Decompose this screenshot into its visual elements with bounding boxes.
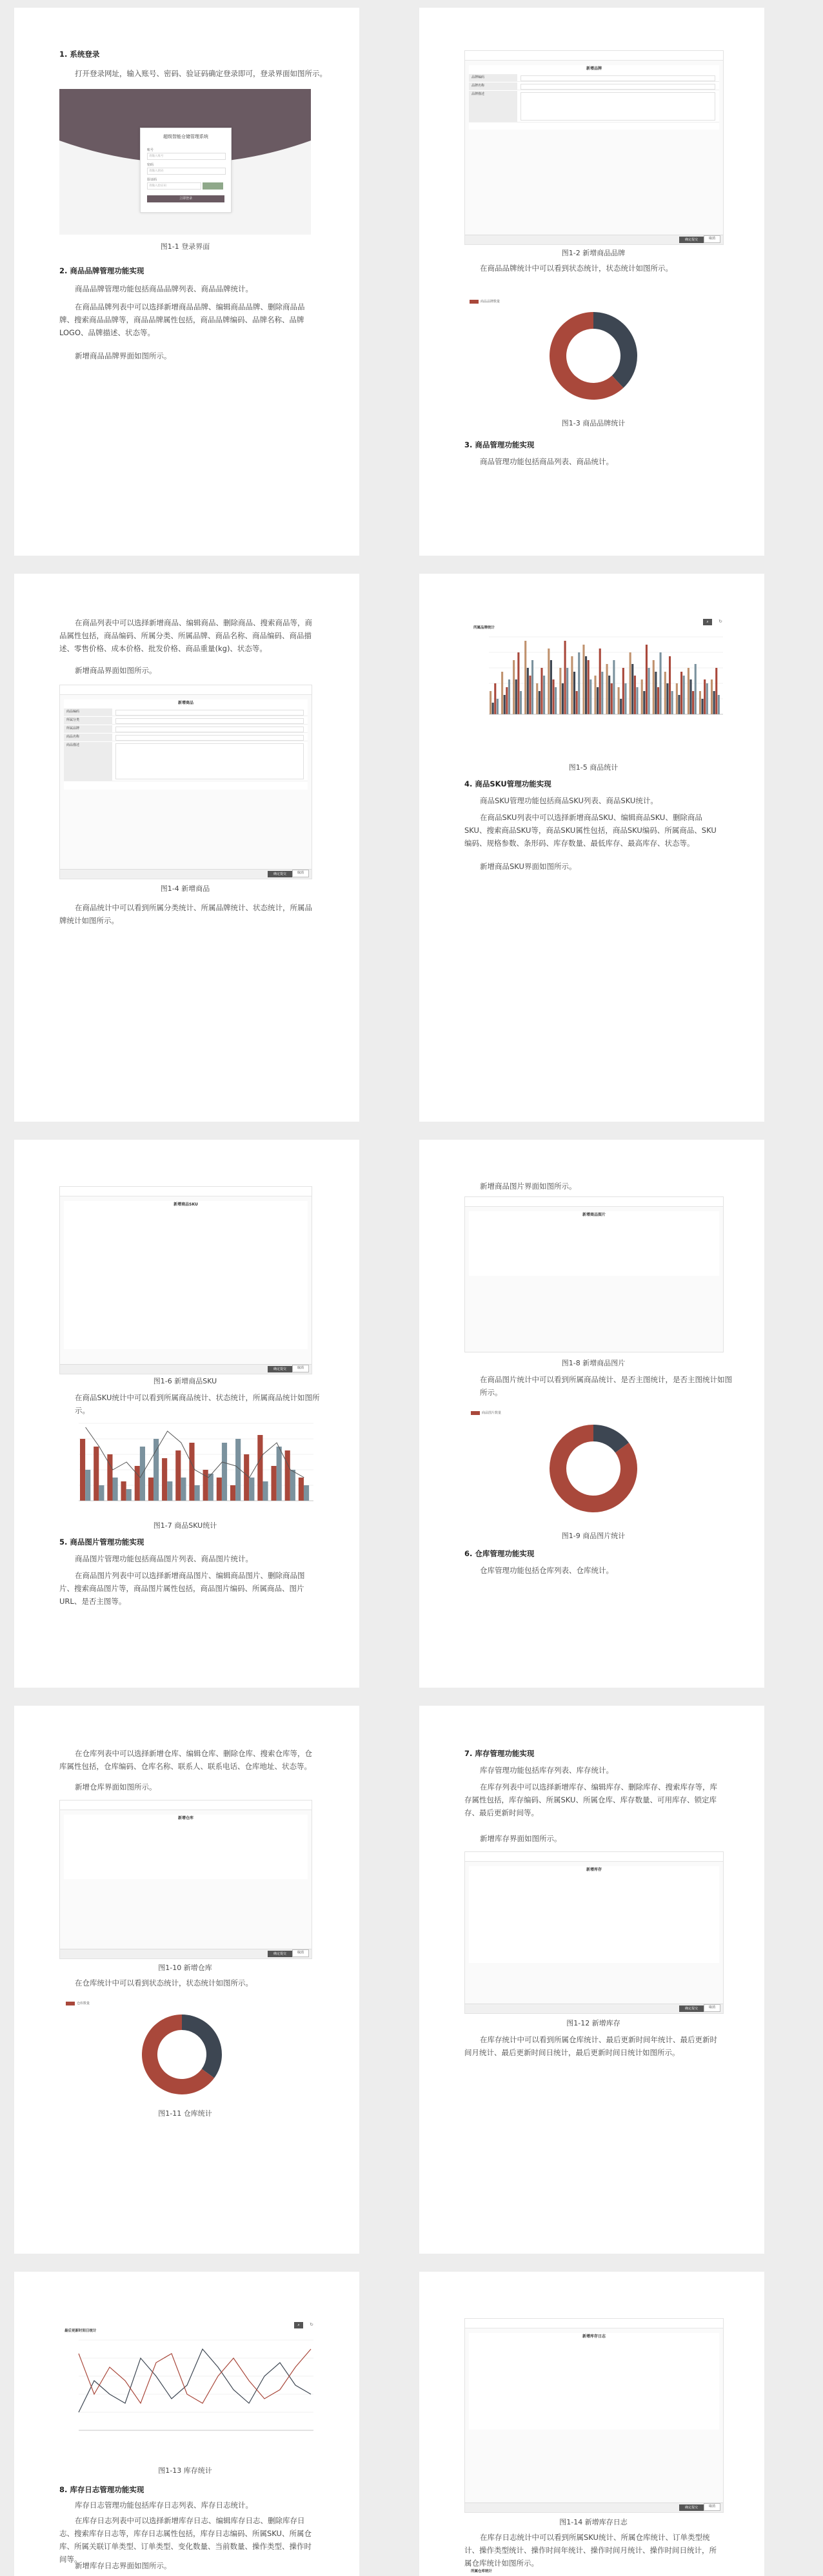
image-donut-chart — [529, 1417, 658, 1520]
figure-caption: 图1-11 仓库统计 — [158, 2109, 212, 2118]
product-bar-chart — [471, 632, 726, 728]
warehouse-donut-chart — [117, 2006, 246, 2103]
bar — [135, 1466, 140, 1501]
donut-slice — [593, 312, 637, 388]
bar — [515, 679, 517, 714]
paragraph: 在商品品牌列表中可以选择新增商品品牌、编辑商品品牌、删除商品品牌、搜索商品品牌等，商品品牌属性包括，商品品牌编码、品牌名称、品牌LOGO、品牌描述、状态等。 — [59, 302, 305, 337]
form-label: 商品编码 — [64, 708, 112, 716]
bar — [85, 1470, 90, 1501]
bar — [676, 683, 678, 714]
form-title: 新增商品 — [177, 701, 193, 705]
chart-legend — [470, 299, 500, 304]
section-heading: 1. 系统登录 — [59, 50, 100, 59]
search-button[interactable]: ⌕ — [703, 619, 712, 625]
bar — [540, 668, 542, 714]
cancel-button[interactable]: 取消 — [292, 870, 309, 877]
paragraph: 在商品列表中可以选择新增商品、编辑商品、删除商品、搜索商品等，商品属性包括，商品编码、所属分类、所属品牌、商品名称、商品编码、商品描述、零售价格、成本价格、批发价格、商品重量(kg)、状态等。 — [59, 618, 312, 653]
bar — [539, 691, 540, 714]
screenshot-footer — [60, 1949, 312, 1958]
add-product-screenshot — [59, 685, 312, 879]
form-label: 品牌名称 — [469, 83, 517, 90]
figure-caption: 图1-3 商品品牌统计 — [561, 419, 626, 427]
product-form — [64, 699, 308, 790]
stock-form — [469, 1866, 719, 1963]
add-stock-log-screenshot — [464, 2318, 724, 2513]
bar — [713, 691, 715, 714]
bar — [181, 1478, 186, 1501]
screenshot-footer — [465, 2503, 723, 2512]
bar — [203, 1470, 208, 1501]
document-page-6 — [419, 1140, 764, 1688]
login-screenshot — [59, 89, 311, 235]
document-page-1 — [14, 8, 359, 556]
bar — [527, 668, 529, 714]
refresh-icon[interactable]: ↻ — [719, 619, 722, 624]
paragraph: 库存日志管理功能包括库存日志列表、库存日志统计。 — [75, 2501, 253, 2510]
username-label: 账号 — [147, 148, 154, 152]
bar — [506, 687, 508, 714]
form-label: 所属品牌 — [64, 725, 112, 732]
figure-caption: 图1-2 新增商品品牌 — [561, 249, 626, 257]
bar — [608, 676, 610, 714]
bar — [715, 668, 717, 714]
bar — [244, 1454, 249, 1501]
section-heading: 4. 商品SKU管理功能实现 — [464, 779, 551, 788]
legend-swatch — [471, 1411, 480, 1415]
paragraph: 新增库存日志界面如图所示。 — [75, 2561, 172, 2570]
bar — [695, 664, 697, 714]
section-heading: 7. 库存管理功能实现 — [464, 1749, 535, 1758]
bar — [578, 652, 580, 714]
bar — [611, 683, 613, 714]
form-row — [64, 717, 308, 725]
bar — [494, 683, 496, 714]
document-page-8 — [419, 1706, 764, 2254]
form-row — [469, 91, 719, 122]
bar — [689, 679, 691, 714]
bar — [508, 679, 510, 714]
bar — [555, 687, 557, 714]
sku-form — [64, 1201, 308, 1349]
form-row — [64, 742, 308, 781]
brand-code-input[interactable] — [521, 75, 715, 81]
bar — [299, 1478, 304, 1501]
bar — [277, 1447, 282, 1501]
bar — [497, 699, 499, 714]
screenshot-topbar — [60, 1800, 312, 1810]
paragraph: 在商品统计中可以看到所属分类统计、所属品牌统计、状态统计，所属品牌统计如图所示。 — [59, 903, 312, 925]
refresh-icon[interactable]: ↻ — [310, 2322, 313, 2327]
submit-button[interactable]: 确定提交 — [268, 871, 292, 877]
cancel-button[interactable]: 取消 — [704, 235, 720, 243]
bar — [263, 1481, 268, 1501]
bar — [548, 649, 550, 714]
bar — [666, 683, 668, 714]
chart-legend — [66, 2001, 90, 2005]
form-row — [469, 83, 719, 90]
section-heading: 8. 库存日志管理功能实现 — [59, 2485, 144, 2494]
bar — [230, 1485, 235, 1501]
form-title: 新增商品SKU — [174, 1202, 198, 1207]
paragraph: 在库存统计中可以看到所属仓库统计、最后更新时间年统计、最后更新时间月统计、最后更新时间日统计，最后更新时间日统计如图所示。 — [464, 2035, 717, 2057]
paragraph: 在商品SKU统计中可以看到所属商品统计、状态统计，所属商品统计如图所示。 — [75, 1393, 320, 1415]
bar — [669, 656, 671, 714]
bar — [711, 679, 713, 714]
submit-button[interactable]: 确定提交 — [679, 2504, 704, 2511]
product-code-input[interactable] — [115, 710, 304, 716]
form-label: 商品描述 — [64, 742, 112, 781]
login-title: 超级智能仓储管理系统 — [163, 134, 208, 139]
form-title: 新增商品图片 — [582, 1213, 606, 1217]
legend-label: 商品品牌数量 — [481, 300, 501, 304]
paragraph: 在库存列表中可以选择新增库存、编辑库存、删除库存、搜索库存等，库存属性包括，库存编码、所属SKU、所属仓库、库存数量、可用库存、锁定库存、最后更新时间等。 — [464, 1782, 717, 1817]
figure-caption: 图1-7 商品SKU统计 — [153, 1521, 217, 1530]
cancel-button[interactable]: 取消 — [704, 2503, 720, 2511]
paragraph: 在商品SKU列表中可以选择新增商品SKU、编辑商品SKU、删除商品SKU、搜索商品SKU等，商品SKU属性包括，商品SKU编码、所属商品、SKU编码、规格参数、条形码、库存数量、最低库存、最高库存、状态等。 — [464, 813, 717, 848]
bar — [304, 1485, 309, 1501]
bar — [564, 641, 566, 714]
bar — [154, 1439, 159, 1501]
bar — [657, 687, 659, 714]
paragraph: 新增商品SKU界面如图所示。 — [480, 862, 577, 871]
bar — [660, 652, 662, 714]
bar — [566, 668, 568, 714]
form-label: 品牌描述 — [469, 91, 517, 122]
screenshot-footer — [465, 2004, 723, 2013]
bar — [126, 1489, 132, 1501]
image-form — [469, 1211, 719, 1276]
bar — [531, 660, 533, 714]
paragraph: 在商品品牌统计中可以看到状态统计，状态统计如图所示。 — [480, 264, 673, 273]
bar — [520, 691, 522, 714]
figure-caption: 图1-14 新增库存日志 — [559, 2518, 628, 2526]
bar — [613, 660, 615, 714]
form-row — [64, 708, 308, 716]
form-title: 新增库存日志 — [582, 2334, 606, 2339]
bar — [620, 699, 622, 714]
bar — [189, 1443, 194, 1501]
screenshot-topbar — [465, 2319, 723, 2328]
screenshot-topbar — [60, 1187, 312, 1196]
brand-name-input[interactable] — [521, 84, 715, 90]
bar — [112, 1478, 117, 1501]
bar — [680, 672, 682, 714]
section-heading: 5. 商品图片管理功能实现 — [59, 1537, 144, 1547]
paragraph: 在库存日志统计中可以看到所属SKU统计、所属仓库统计、订单类型统计、操作类型统计、操作时间年统计、操作时间月统计、操作时间日统计，所属仓库统计如图所示。 — [464, 2533, 717, 2568]
paragraph: 商品管理功能包括商品列表、商品统计。 — [480, 457, 613, 466]
figure-caption: 图1-10 新增仓库 — [158, 1964, 212, 1972]
paragraph: 打开登录网址，输入账号、密码、验证码确定登录即可，登录界面如图所示。 — [75, 69, 327, 78]
chart-filter-bar — [473, 619, 725, 630]
product-desc-editor[interactable] — [115, 743, 304, 779]
document-page-4 — [419, 574, 764, 1122]
form-row — [469, 74, 719, 82]
section-heading: 3. 商品管理功能实现 — [464, 440, 535, 449]
product-name-input[interactable] — [115, 735, 304, 741]
bar — [618, 687, 620, 714]
bar — [585, 656, 587, 714]
bar — [641, 679, 643, 714]
cancel-button[interactable]: 取消 — [292, 1365, 309, 1372]
paragraph: 在仓库列表中可以选择新增仓库、编辑仓库、删除仓库、搜索仓库等，仓库属性包括，仓库编码、仓库名称、联系人、联系电话、仓库地址、状态等。 — [59, 1749, 312, 1771]
bar — [718, 695, 720, 714]
figure-caption: 图1-9 商品图片统计 — [561, 1532, 626, 1540]
captcha-image[interactable] — [203, 182, 223, 190]
bar — [643, 691, 645, 714]
legend-label: 仓库数量 — [77, 2002, 90, 2005]
login-button[interactable]: 立即登录 — [147, 195, 224, 202]
bar — [622, 668, 624, 714]
stock-line-chart — [59, 2334, 317, 2437]
bar — [601, 672, 603, 714]
document-page-3 — [14, 574, 359, 1122]
captcha-input[interactable]: 请输入验证码 — [147, 182, 201, 190]
bar — [636, 687, 638, 714]
paragraph: 新增商品界面如图所示。 — [75, 666, 157, 675]
screenshot-topbar — [465, 51, 723, 61]
add-warehouse-screenshot — [59, 1800, 312, 1959]
form-label: 商品名称 — [64, 734, 112, 741]
legend-label: 商品图片数量 — [482, 1411, 502, 1415]
bar — [702, 699, 704, 714]
bar — [582, 645, 584, 714]
document-page-9 — [14, 2272, 359, 2576]
screenshot-topbar — [465, 1197, 723, 1207]
bar — [683, 676, 685, 714]
bar — [94, 1447, 99, 1501]
password-input[interactable]: 请输入密码 — [147, 168, 226, 175]
paragraph: 商品品牌管理功能包括商品品牌列表、商品品牌统计。 — [75, 284, 253, 293]
bar — [559, 668, 561, 714]
bar — [175, 1450, 181, 1501]
bar — [590, 679, 591, 714]
screenshot-footer — [60, 869, 312, 879]
password-label: 密码 — [147, 163, 154, 167]
form-label: 所属分类 — [64, 717, 112, 724]
login-box — [140, 128, 232, 213]
filter-label: 所属品牌统计 — [473, 626, 495, 630]
bar — [552, 679, 554, 714]
screenshot-topbar — [465, 1852, 723, 1862]
bar — [671, 691, 673, 714]
bar — [285, 1450, 290, 1501]
form-title: 新增仓库 — [177, 1816, 193, 1820]
bar — [597, 687, 599, 714]
figure-caption: 图1-1 登录界面 — [160, 242, 210, 251]
cancel-button[interactable]: 取消 — [292, 1949, 309, 1957]
search-button[interactable]: ⌕ — [294, 2322, 303, 2328]
bar — [655, 672, 657, 714]
document-page-2 — [419, 8, 764, 556]
paragraph: 在商品图片统计中可以看到所属商品统计、是否主图统计，是否主图统计如图所示。 — [480, 1375, 732, 1397]
bar — [217, 1478, 222, 1501]
brand-select[interactable] — [115, 727, 304, 732]
bar — [704, 679, 706, 714]
paragraph: 在商品图片列表中可以选择新增商品图片、编辑商品图片、删除商品图片、搜索商品图片等，商品图片属性包括，商品图片编码、所属商品、图片URL、是否主图等。 — [59, 1571, 305, 1606]
bar — [222, 1443, 227, 1501]
bar — [648, 668, 649, 714]
paragraph: 商品SKU管理功能包括商品SKU列表、商品SKU统计。 — [480, 796, 658, 805]
bar — [688, 668, 689, 714]
submit-button[interactable]: 确定提交 — [268, 1366, 292, 1372]
bar — [646, 645, 648, 714]
paragraph: 在库存日志列表中可以选择新增库存日志、编辑库存日志、删除库存日志、搜索库存日志等，库存日志属性包括，库存日志编码、所属SKU、所属仓库、所属关联订单类型、订单类型、变化数量、当前数量、操作类型、操作时间等。 — [59, 2516, 312, 2564]
paragraph: 新增商品图片界面如图所示。 — [480, 1182, 577, 1191]
bar — [513, 660, 515, 714]
chart-filter-bar — [64, 2322, 316, 2333]
paragraph: 在仓库统计中可以看到状态统计，状态统计如图所示。 — [75, 1978, 253, 1987]
screenshot-topbar — [60, 685, 312, 695]
bar — [271, 1466, 276, 1501]
form-label: 品牌编码 — [469, 74, 517, 81]
bar — [706, 683, 708, 714]
bar — [536, 683, 538, 714]
bar — [504, 695, 506, 714]
filter-label: 最后更新时间日统计 — [64, 2329, 97, 2333]
bar — [550, 660, 552, 714]
sku-combo-chart — [59, 1410, 317, 1517]
donut-slice — [182, 2015, 222, 2078]
category-select[interactable] — [115, 718, 304, 724]
bar — [529, 676, 531, 714]
brand-desc-editor[interactable] — [521, 92, 715, 121]
bar — [588, 660, 590, 714]
bar — [630, 652, 631, 714]
bar — [99, 1485, 104, 1501]
paragraph: 新增商品品牌界面如图所示。 — [75, 351, 172, 360]
chart-legend — [471, 1410, 501, 1415]
bar — [524, 641, 526, 714]
bar — [599, 649, 601, 714]
bar — [678, 695, 680, 714]
paragraph: 仓库管理功能包括仓库列表、仓库统计。 — [480, 1566, 613, 1575]
bar — [490, 691, 491, 714]
series-line — [79, 2349, 311, 2412]
legend-swatch — [470, 300, 479, 304]
filter-label: 所属仓库统计 — [471, 2570, 493, 2573]
form-row — [64, 725, 308, 733]
bar — [501, 672, 503, 714]
add-image-screenshot — [464, 1196, 724, 1352]
paragraph: 库存管理功能包括库存列表、库存统计。 — [480, 1766, 613, 1775]
section-heading: 6. 仓库管理功能实现 — [464, 1549, 535, 1558]
form-title: 新增品牌 — [586, 66, 602, 71]
add-stock-screenshot — [464, 1851, 724, 2014]
bar — [492, 703, 494, 714]
paragraph: 新增库存界面如图所示。 — [480, 1834, 562, 1843]
screenshot-footer — [465, 235, 723, 244]
bar — [167, 1481, 172, 1501]
add-brand-screenshot — [464, 50, 724, 245]
figure-caption: 图1-12 新增库存 — [566, 2019, 620, 2027]
captcha-label: 验证码 — [147, 178, 157, 182]
bar — [624, 683, 626, 714]
brand-form — [469, 65, 719, 130]
submit-button[interactable]: 确定提交 — [679, 237, 704, 243]
paragraph: 新增仓库界面如图所示。 — [75, 1782, 157, 1791]
bar — [594, 676, 596, 714]
bar — [162, 1458, 167, 1501]
form-row — [64, 734, 308, 741]
figure-caption: 图1-5 商品统计 — [568, 763, 619, 772]
figure-caption: 图1-13 库存统计 — [158, 2466, 212, 2475]
bar — [571, 656, 573, 714]
warehouse-form — [64, 1815, 308, 1879]
stock-log-form — [469, 2333, 719, 2430]
bar — [208, 1474, 213, 1501]
section-heading: 2. 商品品牌管理功能实现 — [59, 266, 144, 275]
bar — [576, 691, 578, 714]
bar — [573, 672, 575, 714]
screenshot-footer — [60, 1364, 312, 1374]
bar — [80, 1439, 85, 1501]
bar — [699, 691, 701, 714]
username-input[interactable]: 请输入账号 — [147, 153, 226, 160]
bar — [692, 691, 694, 714]
bar — [148, 1478, 154, 1501]
brand-donut-chart — [529, 304, 658, 407]
form-title: 新增库存 — [586, 1868, 602, 1872]
legend-swatch — [66, 2002, 75, 2005]
submit-button[interactable]: 确定提交 — [679, 2005, 704, 2012]
figure-caption: 图1-4 新增商品 — [160, 884, 210, 893]
bar — [121, 1481, 126, 1501]
submit-button[interactable]: 确定提交 — [268, 1951, 292, 1957]
bar — [664, 672, 666, 714]
bar — [634, 676, 636, 714]
bar — [249, 1478, 254, 1501]
document-page-10 — [419, 2272, 764, 2576]
cancel-button[interactable]: 取消 — [704, 2004, 720, 2012]
paragraph: 商品图片管理功能包括商品图片列表、商品图片统计。 — [75, 1554, 253, 1563]
bar — [195, 1485, 200, 1501]
bar — [290, 1470, 295, 1501]
bar — [562, 683, 564, 714]
bar — [543, 676, 545, 714]
bar — [631, 664, 633, 714]
figure-caption: 图1-8 新增商品图片 — [561, 1359, 626, 1367]
bar — [606, 664, 608, 714]
bar — [257, 1435, 263, 1501]
bar — [517, 652, 519, 714]
document-page-7 — [14, 1706, 359, 2254]
figure-caption: 图1-6 新增商品SKU — [153, 1377, 217, 1385]
document-page-5 — [14, 1140, 359, 1688]
add-sku-screenshot — [59, 1186, 312, 1374]
bar — [653, 660, 655, 714]
